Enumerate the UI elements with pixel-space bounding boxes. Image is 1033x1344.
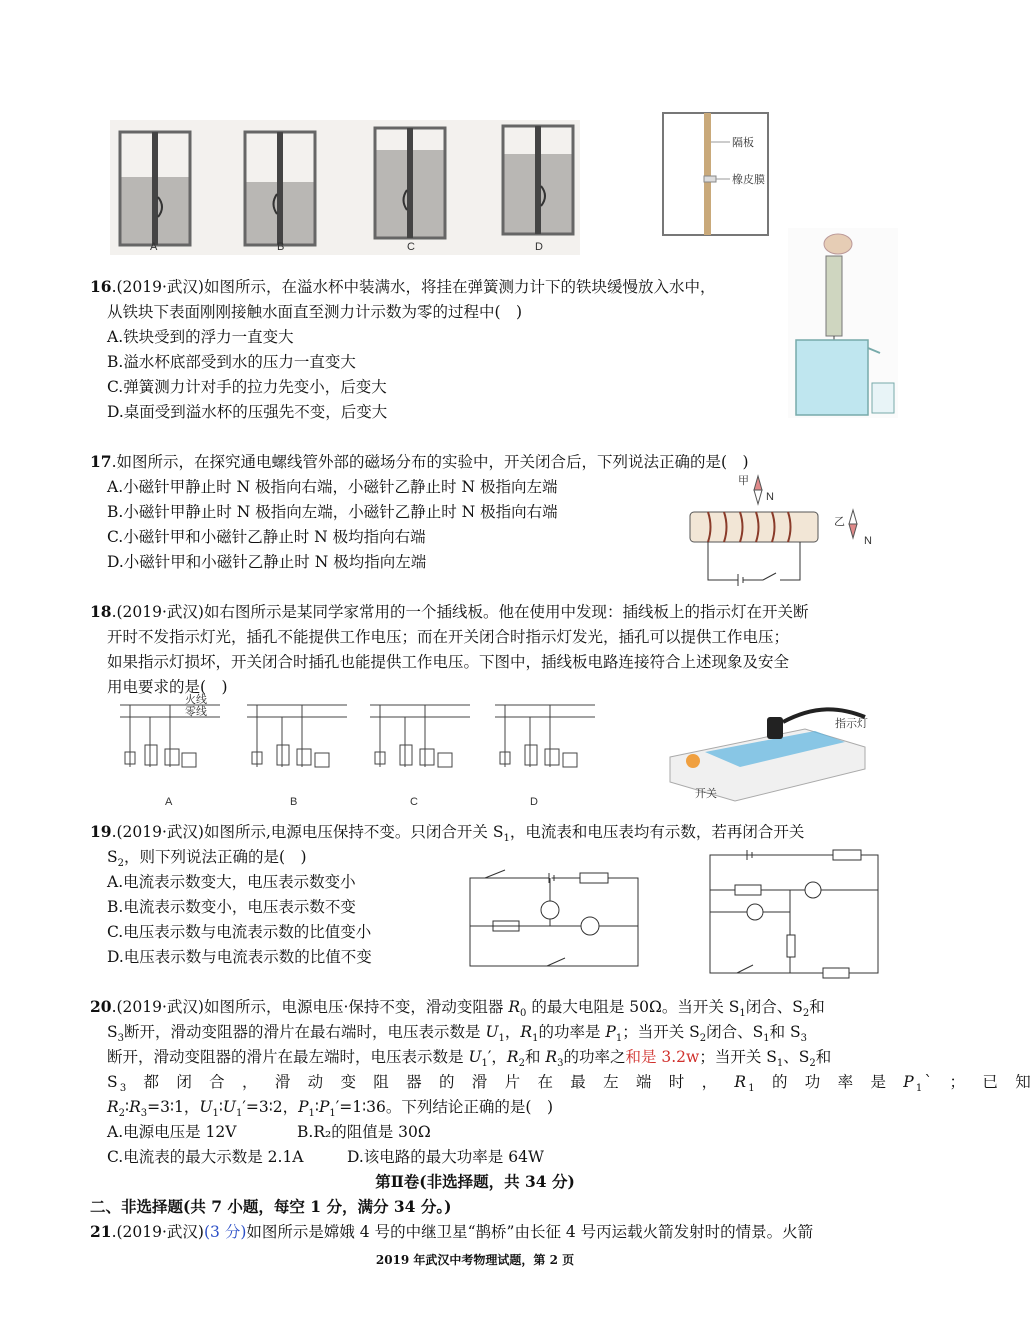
q20-stem-line1: 20.(2019·武汉)如图所示，电源电压·保持不变，滑动变阻器 $R_0$ 的最大电阻是 50Ω。当开关 $S_1$闭合、$S_2$和 (90, 997, 825, 1020)
circuit-label-d: D (530, 796, 538, 808)
q19-stem-line2 (107, 847, 307, 874)
q19-number: 19 (90, 822, 112, 841)
solenoid-figure (688, 470, 888, 595)
q20-option-d[interactable]: D.该电路的最大功率是 64W (347, 1148, 544, 1166)
power-strip-circuits-figure (105, 694, 605, 809)
q20-number: 20 (90, 997, 112, 1016)
q19-option-d[interactable]: D.电压表示数与电流表示数的比值不变 (107, 948, 372, 966)
q21-stem-text: 如图所示是嫦娥 4 号的中继卫星“鹊桥”由长征 4 号丙运载火箭发射时的情景。火箭 (246, 1223, 814, 1241)
q18-source: .(2019·武汉) (111, 603, 204, 621)
q19-s2: S (107, 848, 118, 866)
q21-score: (3 分) (203, 1223, 247, 1241)
q19-option-b[interactable]: B.电流表示数变小，电压表示数不变 (107, 898, 356, 916)
circuit-d (495, 705, 595, 767)
q19-stem-c: ，则下列说法正确的是( ) (124, 848, 307, 866)
q17-option-b[interactable]: B.小磁针甲静止时 N 极指向左端，小磁针乙静止时 N 极指向右端 (107, 503, 558, 521)
q20-circuit-figure (705, 850, 883, 978)
q16-option-c[interactable]: C.弹簧测力计对手的拉力先变小，后变大 (107, 378, 387, 396)
inset-label-membrane: 橡皮膜 (732, 174, 765, 186)
q16-option-a[interactable]: A.铁块受到的浮力一直变大 (107, 328, 294, 346)
part2-heading: 二、非选择题(共 7 小题，每空 1 分，满分 34 分。) (90, 1197, 452, 1216)
q17-stem-text: .如图所示，在探究通电螺线管外部的磁场分布的实验中，开关闭合后，下列说法正确的是( ) (111, 453, 749, 471)
q16-stem-line1 (90, 277, 716, 297)
wire-live-label: 火线 (185, 694, 207, 706)
q20-option-b[interactable]: B.R₂的阻值是 30Ω (297, 1123, 431, 1141)
indicator-light-label: 指示灯 (835, 718, 868, 730)
q19-stem-line1 (90, 822, 804, 849)
needle-yi-label: 乙 (834, 516, 845, 528)
q17-number: 17 (90, 452, 112, 471)
inset-label-partition: 隔板 (732, 137, 754, 149)
q18-number: 18 (90, 602, 112, 621)
q20-option-c[interactable]: C.电流表的最大示数是 2.1A (107, 1148, 304, 1166)
q19-option-c[interactable]: C.电压表示数与电流表示数的比值变小 (107, 923, 372, 941)
q16-option-d[interactable]: D.桌面受到溢水杯的压强先不变，后变大 (107, 403, 388, 421)
q19-s1-sub: 1 (503, 833, 510, 845)
q21-stem (90, 1222, 813, 1242)
overflow-cup-figure (788, 228, 898, 418)
q17-option-a[interactable]: A.小磁针甲静止时 N 极指向右端，小磁针乙静止时 N 极指向左端 (107, 478, 558, 496)
power-strip-photo (665, 697, 870, 807)
q20-stem-line3: 断开，滑动变阻器的滑片在最左端时，电压表示数是 $U_1'$，$R_2$和 $R_3$的功率之和是 3.2w；当开关 $S_1$、$S_2$和 (107, 1048, 832, 1070)
q21-number: 21 (90, 1222, 112, 1241)
circuit-c (370, 705, 470, 767)
circuit-b (247, 705, 347, 767)
needle-yi-n: N (864, 535, 872, 547)
q18-stem-a: 如右图所示是某同学家常用的一个插线板。他在使用中发现：插线板上的指示灯在开关断 (203, 603, 809, 621)
q20-stem-line4: $S_3$ 都 闭 合 ， 滑 动 变 阻 器 的 滑 片 在 最 左 端 时 ， $R_1$ 的 功 率 是 $P_1`$ ； 已 知 (107, 1073, 1033, 1095)
q16-option-b[interactable]: B.溢水杯底部受到水的压力一直变大 (107, 353, 356, 371)
q20-stem-line2: $S_3$断开，滑动变阻器的滑片在最右端时，电压表示数是 $U_1$，$R_1$的功率是 $P_1$；当开关 $S_2$闭合、$S_1$和 $S_3$ (107, 1023, 808, 1045)
page-footer: 2019 年武汉中考物理试题，第 2 页 (375, 1253, 575, 1267)
part2-title: 第Ⅱ卷(非选择题，共 34 分) (375, 1172, 575, 1191)
switch-label: 开关 (695, 788, 717, 800)
q16-source: .(2019·武汉) (111, 278, 204, 296)
q18-stem-line1 (90, 602, 809, 622)
wire-neutral-label: 零线 (185, 706, 207, 718)
q19-circuit-figure (465, 868, 645, 976)
beakers-figure (110, 120, 580, 255)
q17-option-c[interactable]: C.小磁针甲和小磁针乙静止时 N 极均指向右端 (107, 528, 426, 546)
q18-stem-line4: 用电要求的是( ) (107, 678, 228, 696)
q16-number: 16 (90, 277, 112, 296)
needle-jia-n: N (766, 491, 774, 503)
q19-option-a[interactable]: A.电流表示数变大，电压表示数变小 (107, 873, 356, 891)
q19-stem-b: ，电流表和电压表均有示数，若再闭合开关 (509, 823, 805, 841)
q19-source: .(2019·武汉) (111, 823, 204, 841)
q16-stem-line2: 从铁块下表面刚刚接触水面直至测力计示数为零的过程中( ) (107, 303, 523, 321)
q16-stem-a: 如图所示，在溢水杯中装满水，将挂在弹簧测力计下的铁块缓慢放入水中， (203, 278, 716, 296)
q20-option-a[interactable]: A.电源电压是 12V (107, 1123, 237, 1141)
q21-source: .(2019·武汉) (111, 1223, 204, 1241)
q18-stem-line3: 如果指示灯损坏，开关闭合时插孔也能提供工作电压。下图中，插线板电路连接符合上述现象及安全 (107, 653, 790, 671)
beaker-label-b: B (277, 241, 285, 253)
q20-red-note: 和是 3.2w (625, 1048, 700, 1066)
beaker-label-d: D (535, 241, 543, 253)
q17-stem (90, 452, 749, 472)
circuit-label-b: B (290, 796, 298, 808)
q20-stem-line5: $R_2∶R_3=3∶1$，$U_1∶U_1'=3∶2$，$P_1∶P_1'=1∶36$。下列结论正确的是( ) (107, 1098, 554, 1120)
q17-option-d[interactable]: D.小磁针甲和小磁针乙静止时 N 极均指向左端 (107, 553, 427, 571)
circuit-label-a: A (165, 796, 173, 808)
q18-stem-line2: 开时不发指示灯光，插孔不能提供工作电压；而在开关闭合时指示灯发光，插孔可以提供工作电压； (107, 628, 790, 646)
beaker-label-c: C (407, 241, 415, 253)
q20-source: .(2019·武汉) (111, 998, 204, 1016)
partition-inset-figure (660, 110, 820, 240)
needle-jia-label: 甲 (738, 475, 749, 487)
circuit-label-c: C (410, 796, 418, 808)
q19-s2-sub: 2 (117, 858, 124, 870)
beaker-label-a: A (150, 241, 158, 253)
q19-stem-a: 如图所示,电源电压保持不变。只闭合开关 S (203, 823, 504, 841)
